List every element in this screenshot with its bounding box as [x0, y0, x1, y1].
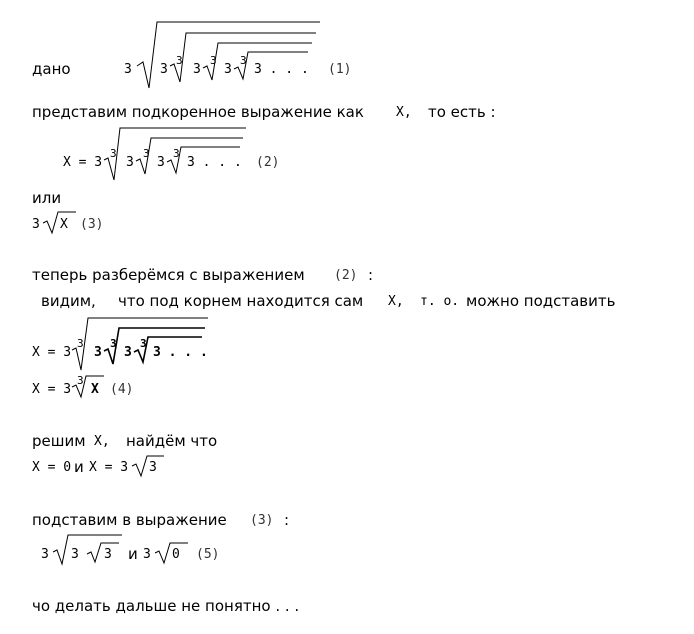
variable-x: X, [396, 105, 412, 120]
radicand-3: 3 [104, 547, 112, 562]
sentence-text: найдём что [126, 432, 218, 450]
variable-x: X, [388, 294, 404, 309]
variable-x: X, [94, 434, 110, 449]
coef-3: 3 [143, 547, 151, 562]
sentence-text: подставим в выражение [32, 511, 227, 529]
coef-3: 3 [224, 62, 232, 77]
closing-remark: чо делать дальше не понятно . . . [32, 597, 300, 615]
radicand-x: X [60, 217, 68, 232]
root-index: 3 [143, 147, 150, 160]
conjunction: и [128, 545, 138, 563]
equation-number: (3) [80, 217, 104, 232]
coef-3: 3 [124, 62, 132, 77]
coef-3: 3 [71, 547, 79, 562]
coef-3: 3 [126, 155, 134, 170]
sentence-text: решим [32, 432, 86, 450]
root-index: 3 [77, 337, 84, 350]
innermost-term: 3 . . . [153, 345, 208, 360]
coef-3: 3 [32, 217, 40, 232]
equation-number: (2) [334, 268, 358, 283]
equation-number: (4) [110, 382, 134, 397]
sentence-text: представим подкоренное выражение как [32, 103, 364, 121]
root-index: 3 [210, 54, 217, 67]
equation-number: (3) [250, 513, 274, 528]
equation-number: (5) [196, 547, 220, 562]
equation-lhs: X = 3 [32, 345, 72, 360]
radicand-x: X [91, 382, 99, 397]
sentence-text: что под корнем находится сам [118, 292, 364, 310]
innermost-term: 3 . . . [187, 155, 242, 170]
sentence-text: то есть : [428, 103, 496, 121]
conjunction: и [74, 458, 84, 476]
coef-3: 3 [160, 62, 168, 77]
sentence-text: или [32, 189, 62, 207]
root-index: 3 [176, 54, 183, 67]
root-index: 3 [77, 374, 84, 387]
sentence-text: можно подставить [466, 292, 616, 310]
solution-zero: X = 0 [32, 460, 72, 475]
equation-lhs: X = 3 [32, 382, 72, 397]
coef-3: 3 [124, 345, 132, 360]
radicand-0: 0 [172, 547, 180, 562]
equation-lhs: X = 3 [63, 155, 103, 170]
given-label: дано [32, 60, 71, 78]
root-index: 3 [140, 337, 147, 350]
coef-3: 3 [193, 62, 201, 77]
root-index: 3 [110, 147, 117, 160]
innermost-term: 3 . . . [254, 62, 309, 77]
root-index: 3 [173, 147, 180, 160]
coef-3: 3 [157, 155, 165, 170]
sentence-text: : [284, 511, 290, 529]
coef-3: 3 [94, 345, 102, 360]
sentence-text: : [368, 266, 374, 284]
root-index: 3 [110, 337, 117, 350]
root-index: 3 [240, 54, 247, 67]
coef-3: 3 [41, 547, 49, 562]
sentence-text: видим, [41, 292, 96, 310]
equation-number: (2) [256, 155, 280, 170]
equation-number: (1) [328, 62, 352, 77]
sentence-text: теперь разберёмся с выражением [32, 266, 305, 284]
radicand-3: 3 [149, 460, 157, 475]
sentence-text: т. о. [420, 294, 460, 309]
solution-root: X = 3 [89, 460, 129, 475]
